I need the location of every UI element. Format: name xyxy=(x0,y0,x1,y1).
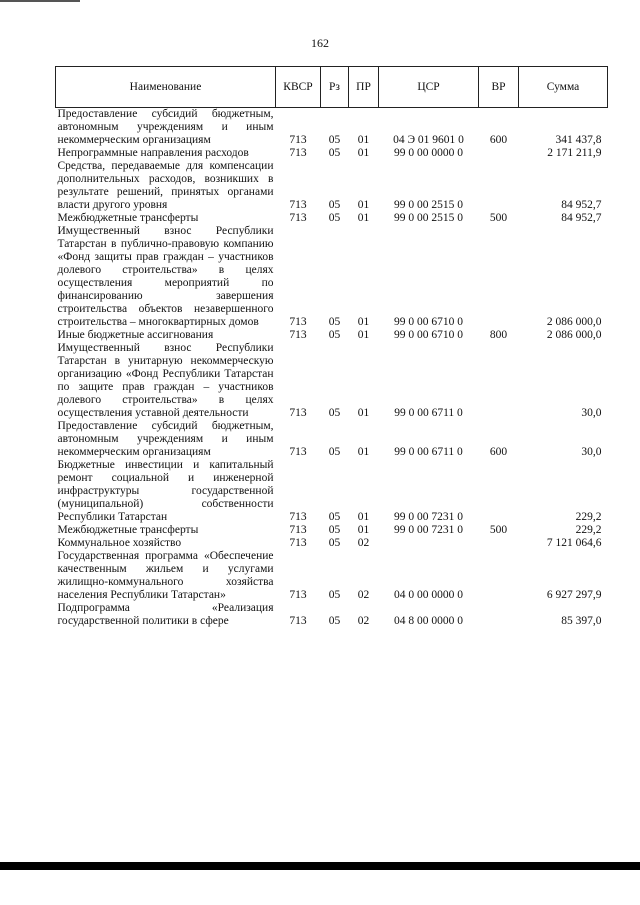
table-row xyxy=(56,147,608,160)
row-vr xyxy=(479,537,519,550)
scan-edge-mark xyxy=(0,0,80,2)
row-vr: 600 xyxy=(489,134,508,146)
row-kvsr: 713 xyxy=(289,537,307,549)
row-vr: 500 xyxy=(489,524,508,536)
row-rz: 05 xyxy=(328,212,341,224)
scan-bottom-bar xyxy=(0,862,640,870)
table-row xyxy=(56,524,608,537)
row-name: Имущественный взнос Республики Татарстан в публично-правовую компанию «Фонд защиты прав граждан – участников долевого строительства» в целях осуществления мероприятий по финансированию завершения строительства объектов незавершенного строительства – многоквартирных домов xyxy=(57,225,274,328)
row-kvsr: 713 xyxy=(289,316,307,328)
row-kvsr: 713 xyxy=(289,446,307,458)
column-header-name: Наименование xyxy=(56,67,276,108)
row-csr: 04 8 00 0000 0 xyxy=(394,615,463,627)
row-name: Бюджетные инвестиции и капитальный ремонт социальной и инженерной инфраструктуры государственной (муниципальной) собственности Республики Татарстан xyxy=(57,459,274,523)
row-pr: 02 xyxy=(357,615,370,627)
row-name: Предоставление субсидий бюджетным, автономным учреждениям и иным некоммерческим организациям xyxy=(57,420,274,458)
row-pr: 01 xyxy=(357,524,370,536)
row-name: Непрограммные направления расходов xyxy=(57,147,249,159)
table-row xyxy=(56,225,608,329)
row-kvsr: 713 xyxy=(289,524,307,536)
row-csr: 99 0 00 2515 0 xyxy=(394,199,463,211)
row-rz: 05 xyxy=(328,537,341,549)
row-csr: 99 0 00 6710 0 xyxy=(394,329,463,341)
row-vr xyxy=(479,160,519,212)
row-rz: 05 xyxy=(328,589,341,601)
row-sum: 2 171 211,9 xyxy=(547,147,602,159)
row-vr xyxy=(479,225,519,329)
row-csr: 04 0 00 0000 0 xyxy=(394,589,463,601)
column-header-pr: ПР xyxy=(349,67,379,108)
row-kvsr: 713 xyxy=(289,199,307,211)
row-name: Предоставление субсидий бюджетным, автономным учреждениям и иным некоммерческим организациям xyxy=(57,108,274,146)
row-pr: 01 xyxy=(357,147,370,159)
row-rz: 05 xyxy=(328,407,341,419)
row-pr: 01 xyxy=(357,212,370,224)
column-header-csr: ЦСР xyxy=(379,67,479,108)
row-vr xyxy=(479,459,519,524)
row-csr: 99 0 00 0000 0 xyxy=(394,147,463,159)
column-header-rz: Рз xyxy=(321,67,349,108)
row-pr: 01 xyxy=(357,329,370,341)
table-row xyxy=(56,459,608,524)
column-header-kvsr: КВСР xyxy=(276,67,321,108)
row-pr: 02 xyxy=(357,537,370,549)
table-row xyxy=(56,212,608,225)
row-name: Коммунальное хозяйство xyxy=(57,537,182,549)
row-rz: 05 xyxy=(328,446,341,458)
row-vr xyxy=(479,602,519,628)
row-name: Иные бюджетные ассигнования xyxy=(57,329,214,341)
row-rz: 05 xyxy=(328,134,341,146)
row-vr xyxy=(479,550,519,602)
row-sum: 84 952,7 xyxy=(561,199,602,211)
row-vr: 500 xyxy=(489,212,508,224)
row-rz: 05 xyxy=(328,199,341,211)
row-sum: 30,0 xyxy=(581,407,602,419)
row-sum: 7 121 064,6 xyxy=(546,537,602,549)
row-pr: 01 xyxy=(357,199,370,211)
row-rz: 05 xyxy=(328,524,341,536)
row-name: Межбюджетные трансферты xyxy=(57,524,199,536)
row-pr: 01 xyxy=(357,446,370,458)
row-name: Имущественный взнос Республики Татарстан в унитарную некоммерческую организацию «Фонд Республики Татарстан по защите прав граждан – участников долевого строительства» в целях осуществления уставной деятельности xyxy=(57,342,274,419)
row-sum: 229,2 xyxy=(575,524,602,536)
page-number: 162 xyxy=(311,36,329,50)
row-sum: 85 397,0 xyxy=(561,615,602,627)
row-csr: 99 0 00 6711 0 xyxy=(394,446,463,458)
row-vr xyxy=(479,147,519,160)
column-header-vr: ВР xyxy=(479,67,519,108)
row-pr: 01 xyxy=(357,407,370,419)
row-vr: 800 xyxy=(489,329,508,341)
row-rz: 05 xyxy=(328,511,341,523)
row-csr: 99 0 00 6710 0 xyxy=(394,316,463,328)
table-row xyxy=(56,550,608,602)
table-row xyxy=(56,108,608,148)
table-row xyxy=(56,342,608,420)
row-vr xyxy=(479,342,519,420)
row-kvsr: 713 xyxy=(289,511,307,523)
row-name: Межбюджетные трансферты xyxy=(57,212,199,224)
row-kvsr: 713 xyxy=(289,615,307,627)
row-kvsr: 713 xyxy=(289,147,307,159)
table-header-row xyxy=(56,67,608,108)
row-kvsr: 713 xyxy=(289,212,307,224)
row-rz: 05 xyxy=(328,147,341,159)
row-vr: 600 xyxy=(489,446,508,458)
row-rz: 05 xyxy=(328,615,341,627)
row-pr: 01 xyxy=(357,511,370,523)
row-csr: 04 Э 01 9601 0 xyxy=(393,134,464,146)
row-pr: 01 xyxy=(357,316,370,328)
table-row xyxy=(56,420,608,459)
table-row xyxy=(56,537,608,550)
row-sum: 6 927 297,9 xyxy=(546,589,602,601)
row-rz: 05 xyxy=(328,316,341,328)
row-pr: 02 xyxy=(357,589,370,601)
row-sum: 2 086 000,0 xyxy=(546,316,602,328)
budget-table xyxy=(55,66,608,628)
row-csr: 99 0 00 7231 0 xyxy=(394,511,463,523)
row-sum: 2 086 000,0 xyxy=(546,329,602,341)
row-sum: 30,0 xyxy=(581,446,602,458)
row-pr: 01 xyxy=(357,134,370,146)
row-csr: 99 0 00 6711 0 xyxy=(394,407,463,419)
row-csr xyxy=(379,537,479,550)
table-row xyxy=(56,602,608,628)
row-sum: 341 437,8 xyxy=(555,134,602,146)
row-kvsr: 713 xyxy=(289,329,307,341)
row-csr: 99 0 00 7231 0 xyxy=(394,524,463,536)
row-name: Средства, передаваемые для компенсации дополнительных расходов, возникших в результате решений, принятых органами власти другого уровня xyxy=(57,160,274,211)
row-name: Государственная программа «Обеспечение качественным жильем и услугами жилищно-коммунального хозяйства населения Республики Татарстан» xyxy=(57,550,274,601)
table-row xyxy=(56,160,608,212)
row-name: Подпрограмма «Реализация государственной политики в сфере xyxy=(57,602,274,627)
row-kvsr: 713 xyxy=(289,134,307,146)
row-csr: 99 0 00 2515 0 xyxy=(394,212,463,224)
column-header-sum: Сумма xyxy=(519,67,608,108)
row-sum: 229,2 xyxy=(575,511,602,523)
row-rz: 05 xyxy=(328,329,341,341)
row-kvsr: 713 xyxy=(289,589,307,601)
row-sum: 84 952,7 xyxy=(561,212,602,224)
table-row xyxy=(56,329,608,342)
row-kvsr: 713 xyxy=(289,407,307,419)
